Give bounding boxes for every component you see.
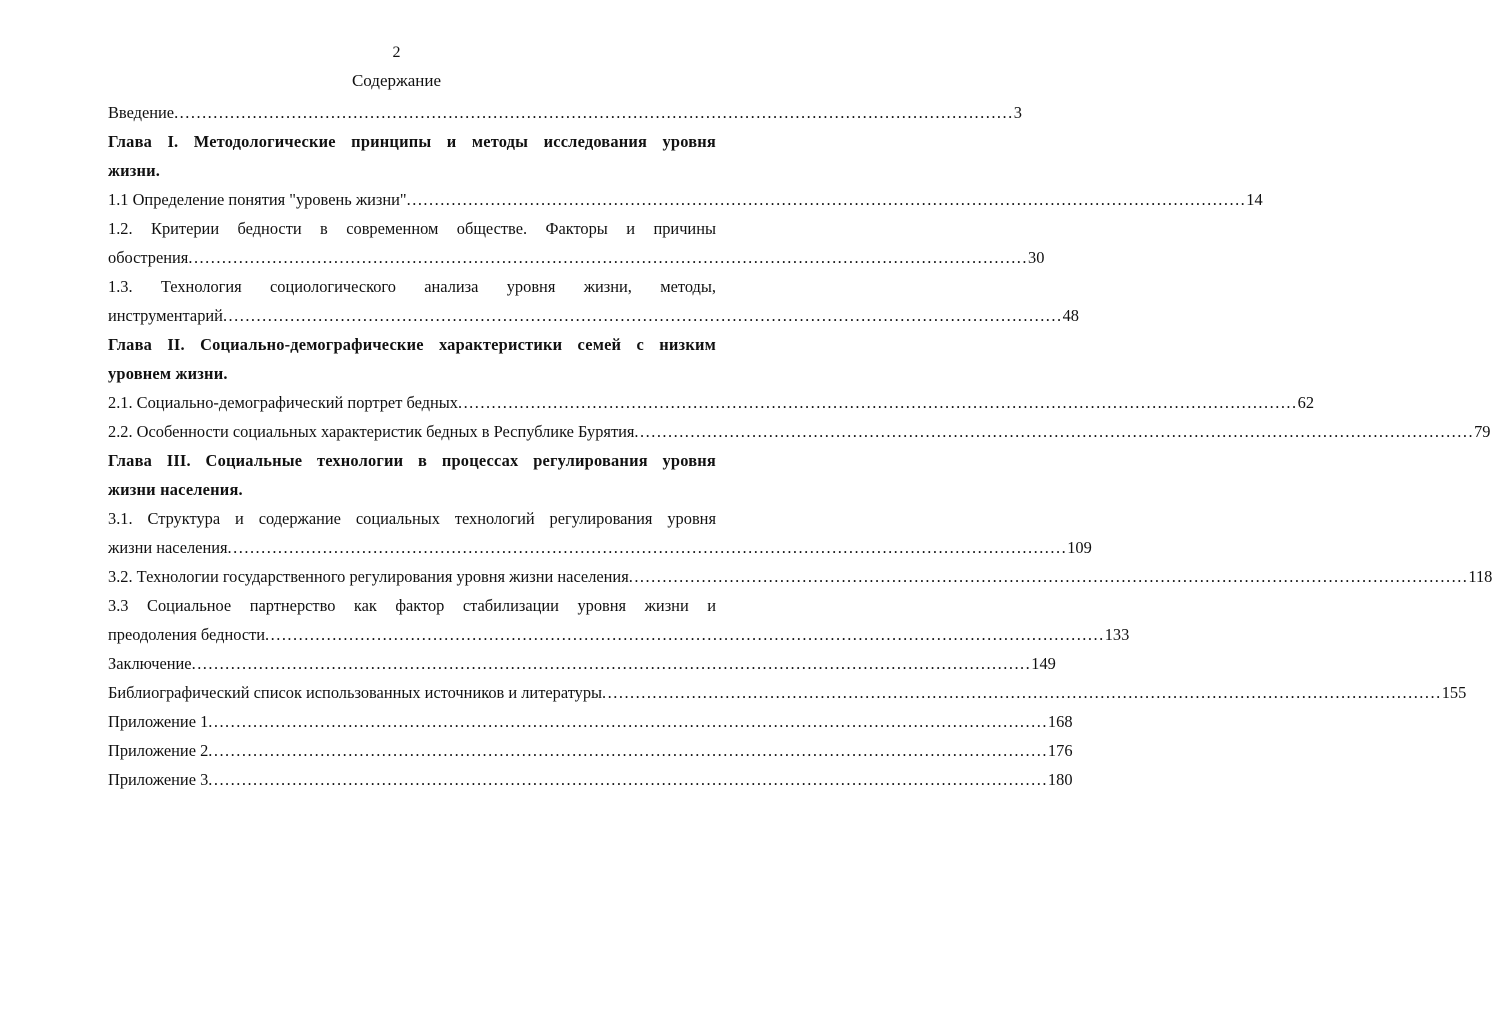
toc-entry-page: 109 bbox=[1067, 538, 1092, 557]
toc-entry-conclusion bbox=[108, 649, 1056, 678]
dot-leader: ...................................................................................................................................................... bbox=[208, 741, 1048, 760]
dot-leader: ...................................................................................................................................................... bbox=[628, 567, 1469, 586]
chapter-1-heading-cont: жизни. bbox=[108, 161, 161, 180]
dot-leader: ...................................................................................................................................................... bbox=[265, 625, 1105, 644]
toc-entry-1-3-line1: 1.3. Технология социологического анализа уровня жизни, методы, bbox=[108, 277, 716, 296]
dot-leader: ...................................................................................................................................................... bbox=[602, 683, 1442, 702]
dot-leader: ...................................................................................................................................................... bbox=[406, 190, 1247, 209]
toc-entry-appendix-3 bbox=[108, 765, 1073, 794]
table-of-contents bbox=[108, 98, 1492, 794]
toc-entry-text: 2.1. Социально-демографический портрет бедных bbox=[108, 393, 458, 412]
page-number: 2 bbox=[392, 44, 401, 61]
toc-entry-1-3 bbox=[108, 301, 1079, 330]
toc-entry-page: 176 bbox=[1047, 741, 1073, 760]
toc-entry-page: 79 bbox=[1474, 422, 1491, 441]
dot-leader: ...................................................................................................................................................... bbox=[191, 654, 1032, 673]
toc-entry-bibliography bbox=[108, 678, 1467, 707]
toc-entry-text: преодоления бедности bbox=[108, 625, 266, 644]
chapter-3-heading: Глава III. Социальные технологии в процессах регулирования уровня bbox=[108, 451, 716, 470]
toc-entry-text: инструментарий bbox=[108, 306, 223, 325]
dot-leader: ...................................................................................................................................................... bbox=[208, 770, 1048, 789]
dot-leader: ...................................................................................................................................................... bbox=[188, 248, 1028, 267]
toc-entry-page: 168 bbox=[1047, 712, 1073, 731]
toc-entry-page: 3 bbox=[1013, 103, 1022, 122]
toc-entry-1-2 bbox=[108, 243, 1045, 272]
toc-entry-text: Библиографический список использованных источников и литературы bbox=[108, 683, 603, 702]
toc-title: Содержание bbox=[351, 71, 442, 90]
toc-entry-text: Приложение 2 bbox=[108, 741, 209, 760]
toc-entry-page: 14 bbox=[1246, 190, 1263, 209]
toc-entry-1-1 bbox=[108, 185, 1263, 214]
dot-leader: ...................................................................................................................................................... bbox=[208, 712, 1048, 731]
toc-entry-text: жизни населения bbox=[108, 538, 228, 557]
toc-entry-2-1 bbox=[108, 388, 1315, 417]
toc-entry-3-1-line1: 3.1. Структура и содержание социальных технологий регулирования уровня bbox=[108, 509, 716, 528]
toc-entry-text: 1.1 Определение понятия "уровень жизни" bbox=[108, 190, 407, 209]
toc-entry-text: 3.2. Технологии государственного регулирования уровня жизни населения bbox=[108, 567, 629, 586]
dot-leader: ...................................................................................................................................................... bbox=[174, 103, 1014, 122]
toc-entry-page: 30 bbox=[1028, 248, 1045, 267]
toc-entry-page: 118 bbox=[1468, 567, 1492, 586]
toc-entry-text: обострения bbox=[108, 248, 189, 267]
dot-leader: ...................................................................................................................................................... bbox=[227, 538, 1068, 557]
chapter-2-heading: Глава II. Социально-демографические характеристики семей с низким bbox=[108, 335, 716, 354]
chapter-3-heading-cont: жизни населения. bbox=[108, 480, 243, 499]
toc-entry-text: Заключение bbox=[108, 654, 192, 673]
toc-entry-1-2-line1: 1.2. Критерии бедности в современном обществе. Факторы и причины bbox=[108, 219, 716, 238]
dot-leader: ...................................................................................................................................................... bbox=[222, 306, 1063, 325]
chapter-2-heading-cont: уровнем жизни. bbox=[108, 364, 228, 383]
toc-entry-text: 2.2. Особенности социальных характеристик бедных в Республике Бурятия bbox=[108, 422, 635, 441]
toc-entry-3-3 bbox=[108, 620, 1130, 649]
toc-entry-page: 149 bbox=[1031, 654, 1056, 673]
toc-entry-page: 155 bbox=[1441, 683, 1467, 702]
toc-entry-3-2 bbox=[108, 562, 1492, 591]
toc-entry-3-3-line1: 3.3 Социальное партнерство как фактор стабилизации уровня жизни и bbox=[108, 596, 716, 615]
chapter-1-heading: Глава I. Методологические принципы и методы исследования уровня bbox=[108, 132, 716, 151]
toc-entry-text: Приложение 3 bbox=[108, 770, 209, 789]
toc-entry-text: Приложение 1 bbox=[108, 712, 209, 731]
toc-entry-page: 133 bbox=[1104, 625, 1130, 644]
toc-entry-text: Введение bbox=[108, 103, 175, 122]
toc-entry-2-2 bbox=[108, 417, 1491, 446]
dot-leader: ...................................................................................................................................................... bbox=[457, 393, 1298, 412]
dot-leader: ...................................................................................................................................................... bbox=[634, 422, 1475, 441]
toc-entry-page: 48 bbox=[1062, 306, 1079, 325]
toc-entry-appendix-2 bbox=[108, 736, 1073, 765]
toc-entry-appendix-1 bbox=[108, 707, 1073, 736]
toc-entry-page: 180 bbox=[1047, 770, 1073, 789]
toc-entry-intro bbox=[108, 98, 1022, 127]
toc-entry-3-1 bbox=[108, 533, 1092, 562]
toc-entry-page: 62 bbox=[1297, 393, 1315, 412]
